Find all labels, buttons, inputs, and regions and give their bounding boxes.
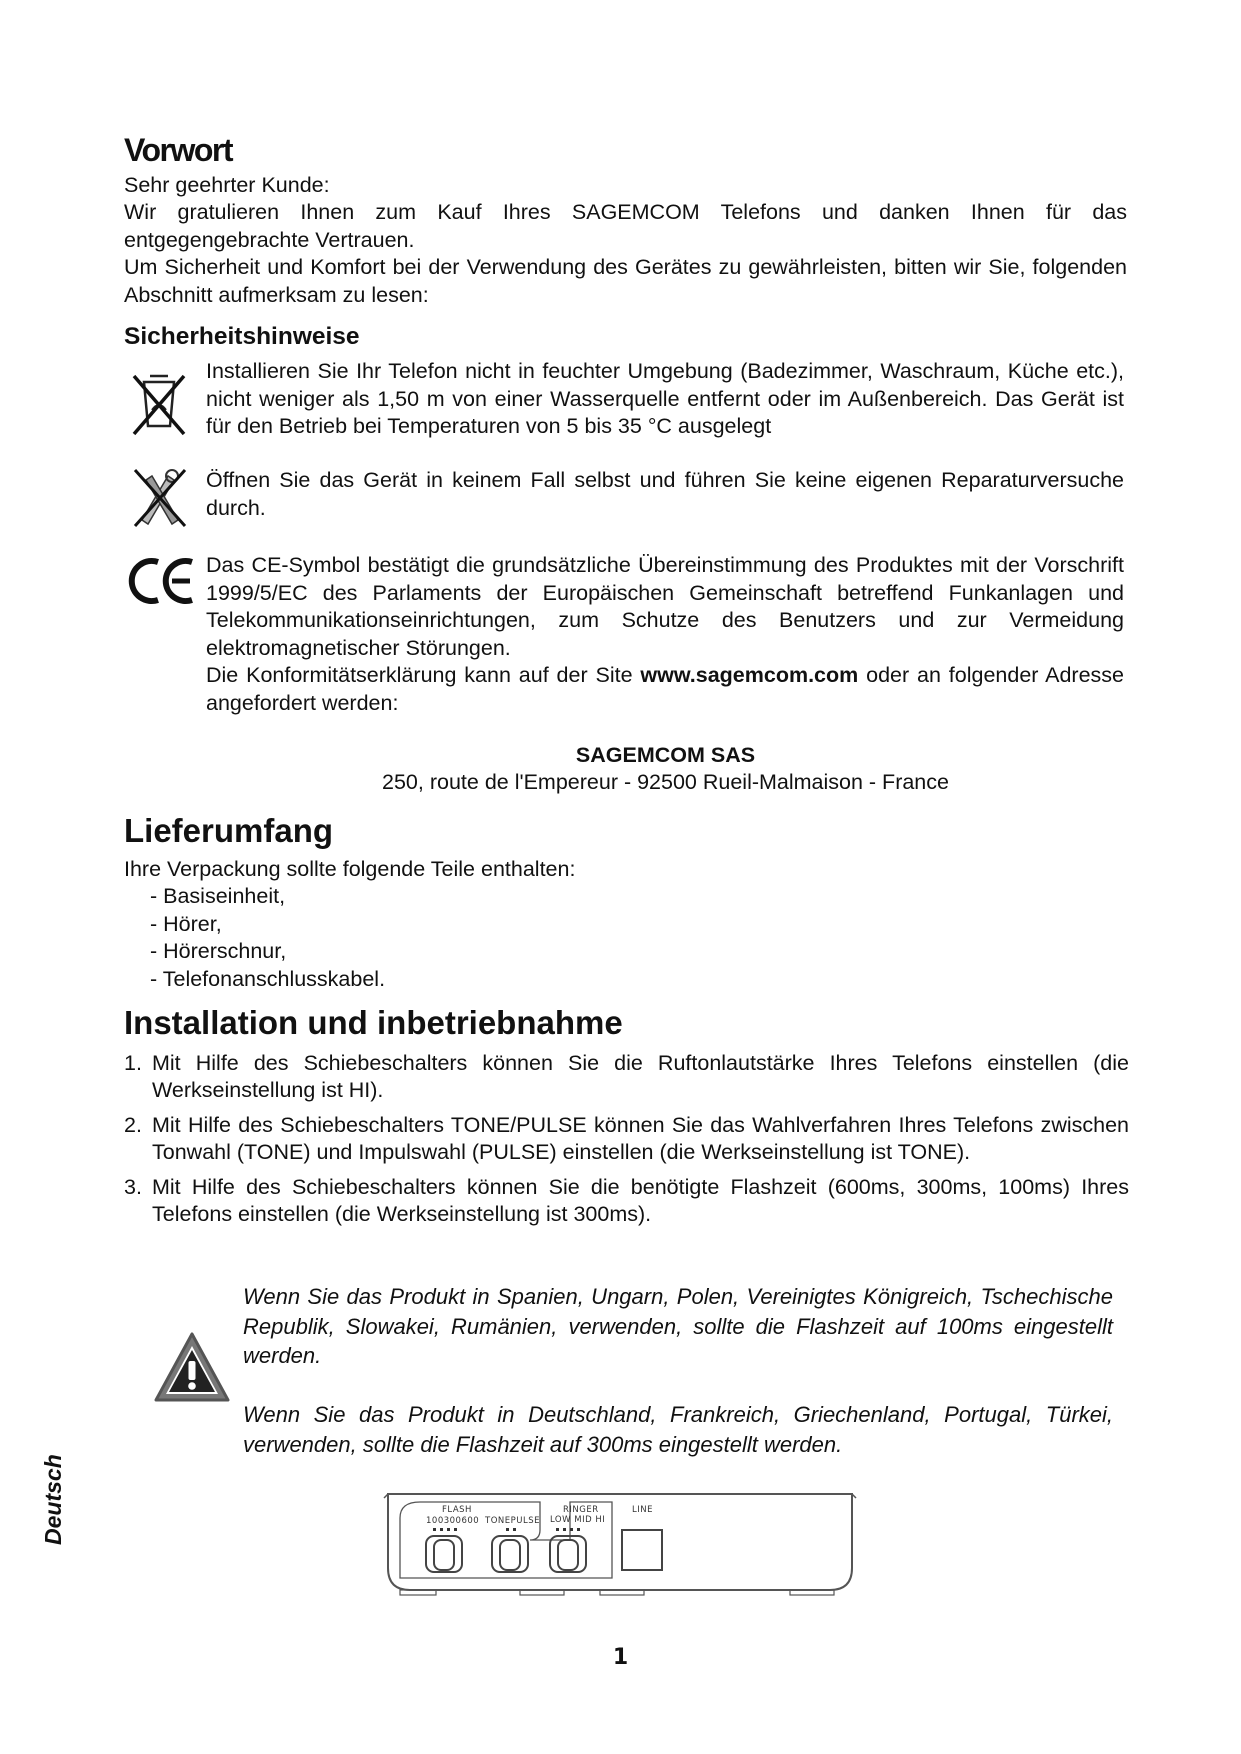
safety-text-repair: Öffnen Sie das Gerät in keinem Fall selbst und führen Sie keine eigenen Reparaturversuche durch. <box>206 468 1124 520</box>
vorwort-paragraph-2: Um Sicherheit und Komfort bei der Verwendung des Gerätes zu gewährleisten, bitten wir Sie, folgenden Abschnitt aufmerksam zu lesen: <box>124 255 1127 307</box>
list-item <box>124 1050 1129 1104</box>
company-name: SAGEMCOM SAS <box>575 743 756 767</box>
section-title-vorwort: Vorwort <box>124 132 233 168</box>
lieferumfang-intro: Ihre Verpackung sollte folgende Teile enthalten: <box>124 857 576 881</box>
warning-text-300ms: Wenn Sie das Produkt in Deutschland, Frankreich, Griechenland, Portugal, Türkei, verwenden, sollte die Flashzeit auf 300ms eingestellt werden. <box>243 1402 1113 1457</box>
flash-switch[interactable] <box>426 1536 462 1572</box>
ce-mark-icon <box>128 556 198 611</box>
step-number: 1. <box>124 1051 142 1075</box>
line-port[interactable] <box>622 1530 662 1570</box>
company-address: 250, route de l'Empereur - 92500 Rueil-Malmaison - France <box>382 770 949 794</box>
list-item: - Hörerschnur, <box>150 939 287 963</box>
page-number: 1 <box>612 1645 629 1670</box>
list-item <box>124 1112 1129 1166</box>
safety-text-ce: Das CE-Symbol bestätigt die grundsätzliche Übereinstimmung des Produktes mit der Vorschrift 1999/5/EC des Parlaments der Europäischen Gemeinschaft betreffend Funkanlagen und Telekommunikationseinrichtungen, zum Schutze des Benutzers und zur Vermeidung elektromagnetischer Störungen. <box>206 553 1124 660</box>
step-text: Mit Hilfe des Schiebeschalters können Sie die benötigte Flashzeit (600ms, 300ms, 100ms) Ihres Telefons einstellen (die Werkseinstellung ist 300ms). <box>152 1175 1129 1226</box>
section-title-lieferumfang: Lieferumfang <box>124 812 334 849</box>
device-back-panel <box>380 1490 860 1605</box>
conformity-after: oder an folgender Adresse angefordert werden: <box>206 663 1124 715</box>
tonepulse-label: TONEPULSE <box>485 1516 540 1526</box>
language-sidebar-label: Deutsch <box>40 1454 66 1545</box>
safety-text-humidity: Installieren Sie Ihr Telefon nicht in feuchter Umgebung (Badezimmer, Waschraum, Küche etc.), nicht weniger als 1,50 m von einer Wasserquelle entfernt oder im Außenbereich. Das Gerät ist für den Betrieb bei Temperaturen von 5 bis 35 °C ausgelegt <box>206 359 1124 438</box>
no-tools-icon <box>132 466 188 535</box>
vorwort-paragraph-1: Wir gratulieren Ihnen zum Kauf Ihres SAGEMCOM Telefons und danken Ihnen für das entgegengebrachte Vertrauen. <box>124 200 1127 252</box>
flash-values-label: 100300600 <box>426 1516 480 1526</box>
website-link[interactable]: www.sagemcom.com <box>640 663 859 687</box>
warning-icon <box>152 1330 232 1411</box>
section-title-installation: Installation und inbetriebnahme <box>124 1004 623 1041</box>
list-item: - Hörer, <box>150 911 222 936</box>
line-label: LINE <box>632 1505 653 1515</box>
list-item <box>124 1174 1129 1228</box>
conformity-before: Die Konformitätserklärung kann auf der Site <box>206 663 641 687</box>
conformity-text <box>206 662 1124 717</box>
tone-pulse-switch[interactable] <box>492 1536 528 1572</box>
package-contents-list <box>150 883 385 993</box>
warning-text-100ms: Wenn Sie das Produkt in Spanien, Ungarn, Polen, Vereinigtes Königreich, Tschechische Republik, Slowakei, Rumänien, verwenden, sollte die Flashzeit auf 100ms eingestellt werden. <box>243 1284 1113 1368</box>
ringer-switch[interactable] <box>550 1536 586 1572</box>
step-text: Mit Hilfe des Schiebeschalters können Sie die Ruftonlautstärke Ihres Telefons einstellen (die Werkseinstellung ist HI). <box>152 1051 1129 1102</box>
flash-label: FLASH <box>442 1505 472 1515</box>
no-water-icon <box>130 370 188 445</box>
list-item: - Basiseinheit, <box>150 884 286 908</box>
section-title-sicherheitshinweise: Sicherheitshinweise <box>124 323 360 350</box>
step-number: 2. <box>124 1113 142 1137</box>
list-item: - Telefonanschlusskabel. <box>150 966 386 991</box>
ringer-label: RINGER <box>563 1505 599 1515</box>
installation-steps <box>124 1050 1129 1236</box>
step-text: Mit Hilfe des Schiebeschalters TONE/PULSE können Sie das Wahlverfahren Ihres Telefons zwischen Tonwahl (TONE) und Impulswahl (PULSE) einstellen (die Werkseinstellung ist TONE). <box>152 1113 1129 1164</box>
ringer-values-label: LOW MID HI <box>550 1515 606 1525</box>
step-number: 3. <box>124 1175 142 1199</box>
vorwort-greeting: Sehr geehrter Kunde: <box>124 173 330 197</box>
